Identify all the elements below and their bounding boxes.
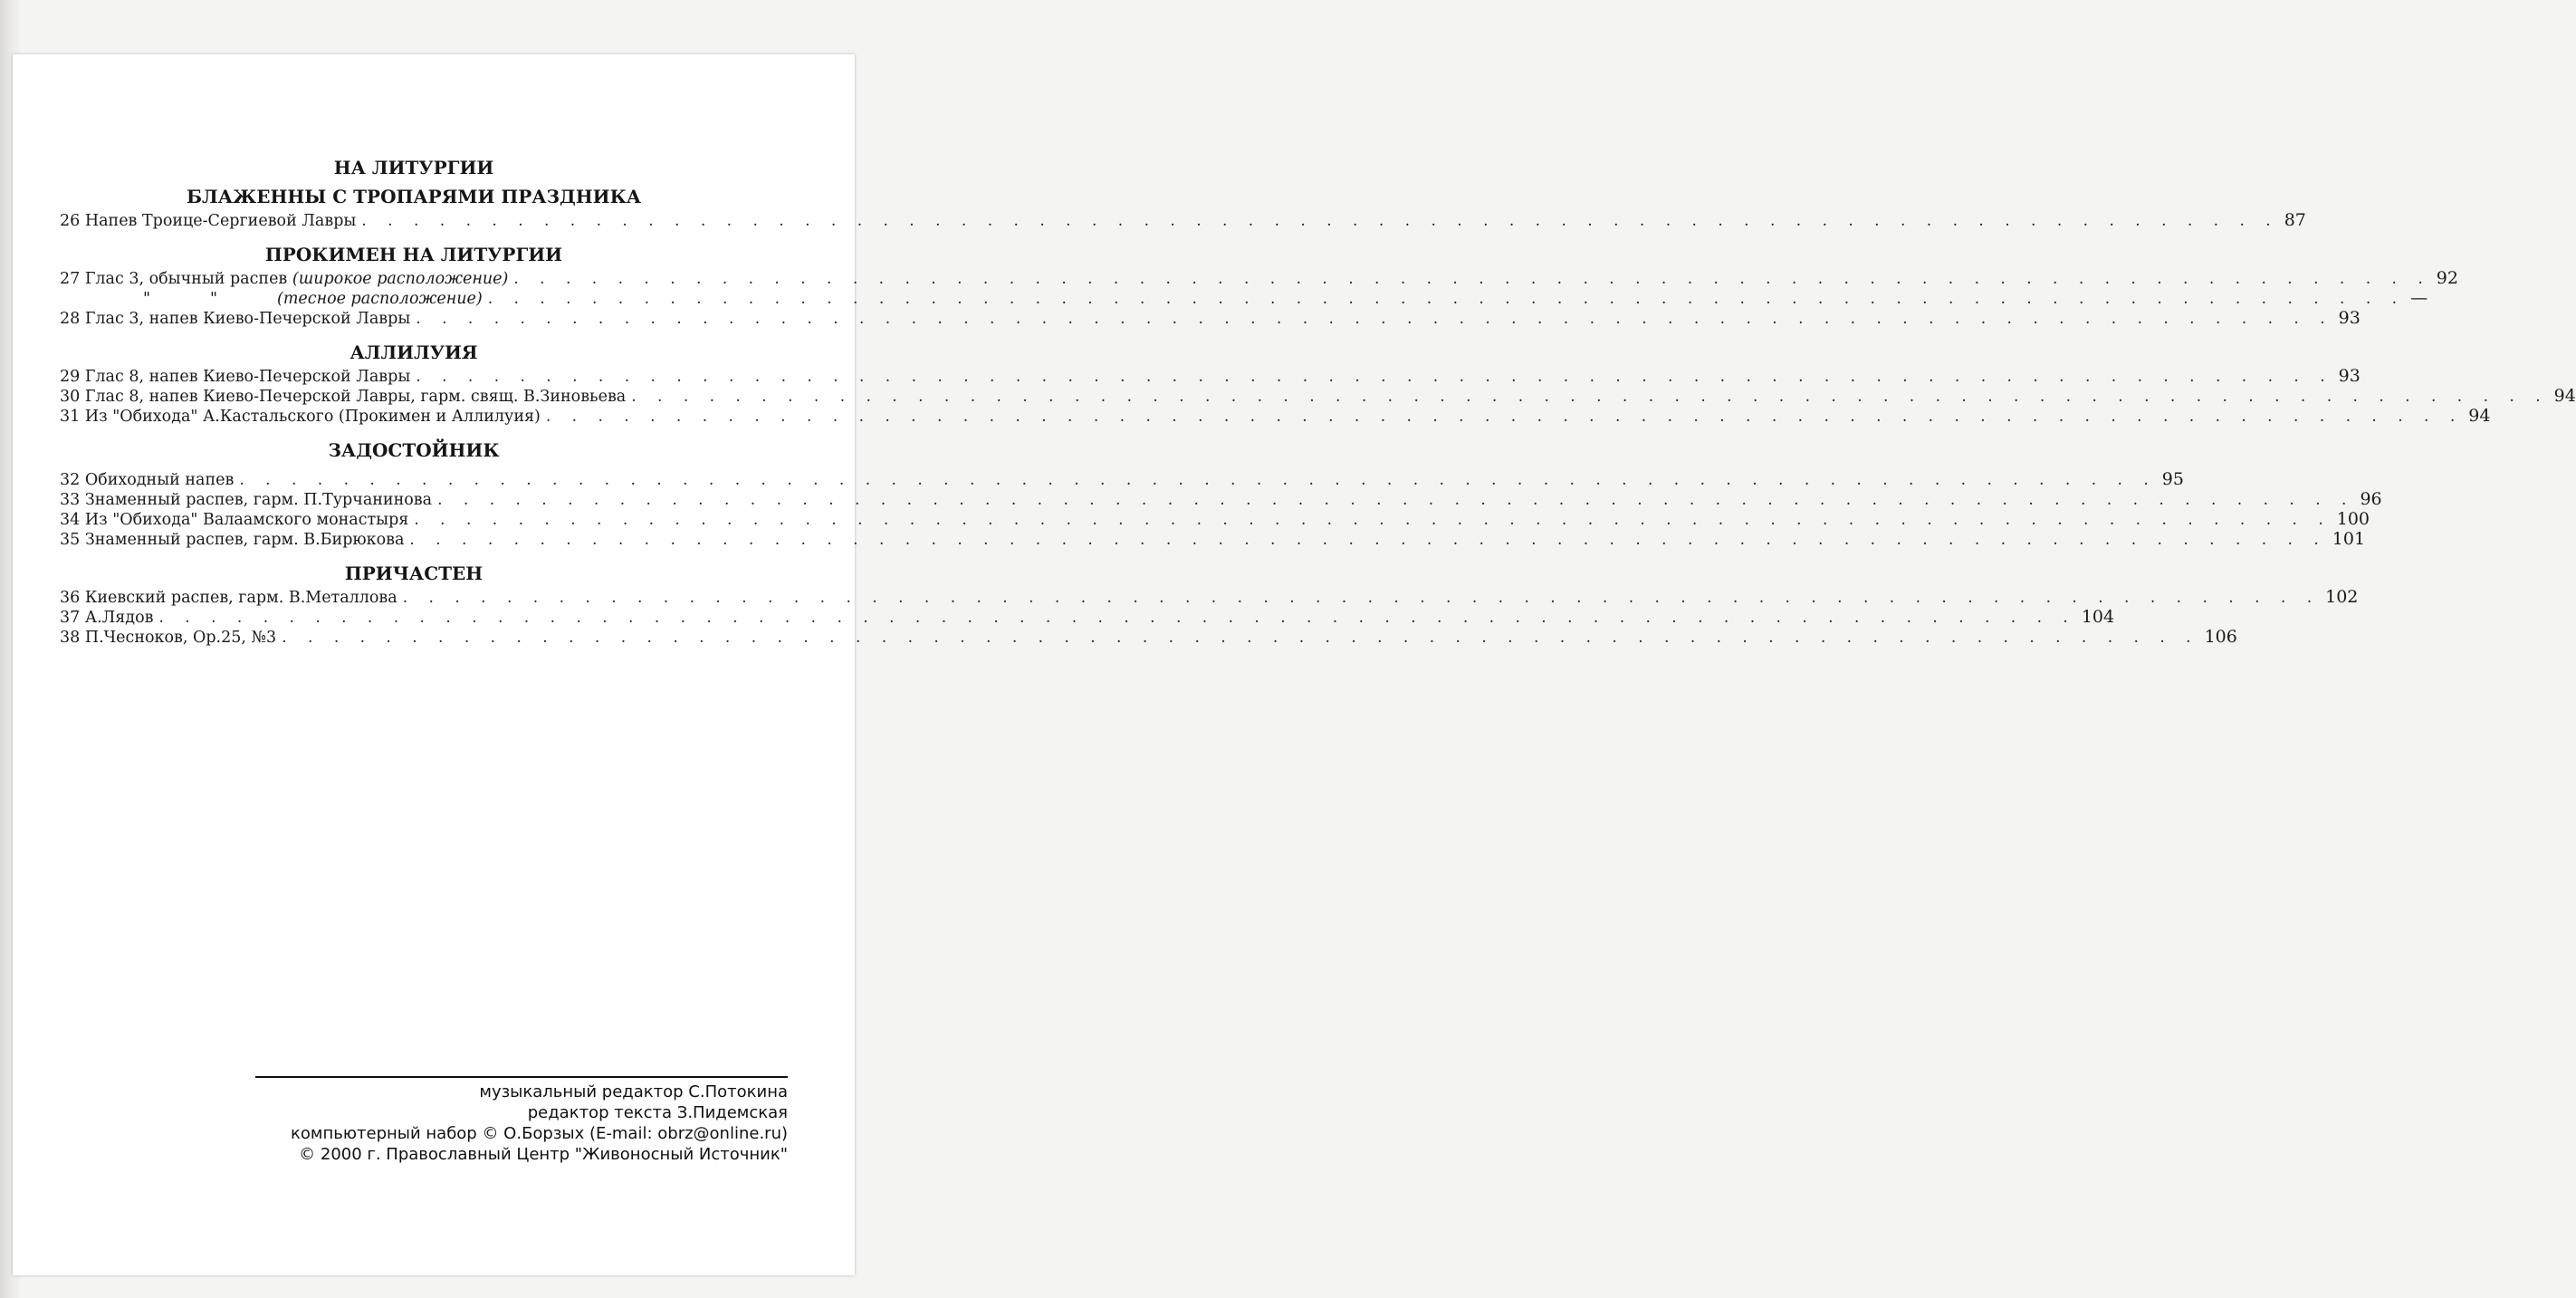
- section-title-liturgy: НА ЛИТУРГИИ: [333, 157, 494, 178]
- entry-label: 29 Глас 8, напев Киево-Печерской Лавры: [60, 368, 411, 386]
- section-title-prokimen: ПРОКИМЕН НА ЛИТУРГИИ: [264, 244, 563, 265]
- toc-entry-31: [60, 406, 2491, 426]
- leader-dots: . . . . . . . . . . . . . . . . . . . . . . . . . . . . . . . . . . . . . . . . . . . . . . . . . . . . . . . . . . . . . . . . . . . . . . . . . .: [282, 629, 2199, 647]
- entry-label: 31 Из "Обихода" А.Кастальского (Прокимен и Аллилуия): [60, 408, 541, 426]
- entry-label: 38 П.Чесноков, Ор.25, №3: [60, 629, 277, 647]
- entry-page: 100: [2336, 509, 2370, 529]
- table-of-contents: [60, 154, 2576, 647]
- entry-page: 104: [2081, 607, 2115, 627]
- entry-page: 87: [2284, 210, 2306, 230]
- toc-entry-29: [60, 366, 2361, 386]
- leader-dots: . . . . . . . . . . . . . . . . . . . . . . . . . . . . . . . . . . . . . . . . . . . . . . . . . . . . . . . . . . . . . . . . . . . . . . . . . .: [631, 388, 2549, 406]
- entry-label: 34 Из "Обихода" Валаамского монастыря: [60, 511, 409, 529]
- entry-label: 33 Знаменный распев, гарм. П.Турчанинова: [60, 491, 433, 509]
- toc-entry-30: [60, 386, 2576, 406]
- leader-dots: . . . . . . . . . . . . . . . . . . . . . . . . . . . . . . . . . . . . . . . . . . . . . . . . . . . . . . . . . . . . . . . . . . . . . . . . . .: [402, 589, 2321, 607]
- entry-page: 96: [2360, 489, 2382, 509]
- credit-typesetting: компьютерный набор © О.Борзых (E-mail: obrz@online.ru): [291, 1124, 788, 1143]
- entry-label: 28 Глас 3, напев Киево-Печерской Лавры: [60, 310, 411, 328]
- entry-label: 30 Глас 8, напев Киево-Печерской Лавры, гарм. свящ. В.Зиновьева: [60, 388, 627, 406]
- entry-label: 26 Напев Троице-Сергиевой Лавры: [60, 212, 357, 230]
- section-title-blazhenny: БЛАЖЕННЫ С ТРОПАРЯМИ ПРАЗДНИКА: [186, 186, 642, 207]
- entry-page: 102: [2325, 587, 2359, 607]
- toc-entry-35: [60, 529, 2366, 549]
- toc-entry-34: [60, 509, 2370, 529]
- leader-dots: . . . . . . . . . . . . . . . . . . . . . . . . . . . . . . . . . . . . . . . . . . . . . . . . . . . . . . . . . . . . . . . . . . . . . . . . . .: [437, 491, 2355, 509]
- section-title-alliluia: АЛЛИЛУИЯ: [350, 341, 478, 363]
- toc-entry-37: [60, 607, 2115, 627]
- entry-page: 101: [2332, 529, 2366, 549]
- leader-dots: . . . . . . . . . . . . . . . . . . . . . . . . . . . . . . . . . . . . . . . . . . . . . . . . . . . . . . . . . . . . . . . . . . . . . . . . . .: [158, 609, 2076, 627]
- credit-copyright: © 2000 г. Православный Центр "Живоносный Источник": [299, 1145, 788, 1164]
- leader-dots: . . . . . . . . . . . . . . . . . . . . . . . . . . . . . . . . . . . . . . . . . . . . . . . . . . . . . . . . . . . . . . . . . . . . . . . . . .: [545, 408, 2464, 426]
- entry-page: 92: [2436, 268, 2458, 288]
- leader-dots: . . . . . . . . . . . . . . . . . . . . . . . . . . . . . . . . . . . . . . . . . . . . . . . . . . . . . . . . . . . . . . . . . . . . . . . . . .: [409, 531, 2327, 549]
- toc-entry-27: [60, 268, 2458, 288]
- leader-dots: . . . . . . . . . . . . . . . . . . . . . . . . . . . . . . . . . . . . . . . . . . . . . . . . . . . . . . . . . . . . . . . . . . . . . . . . . .: [239, 471, 2157, 489]
- credit-text-editor: редактор текста З.Пидемская: [527, 1103, 788, 1122]
- section-title-zadostoinik: ЗАДОСТОЙНИК: [328, 439, 500, 461]
- entry-note: (широкое расположение): [292, 270, 509, 288]
- section-title-prichasten: ПРИЧАСТЕН: [344, 562, 484, 584]
- entry-label: 36 Киевский распев, гарм. В.Металлова: [60, 589, 397, 607]
- entry-page: 94: [2468, 406, 2491, 426]
- entry-page: 94: [2553, 386, 2576, 406]
- toc-entry-36: [60, 587, 2359, 607]
- leader-dots: . . . . . . . . . . . . . . . . . . . . . . . . . . . . . . . . . . . . . . . . . . . . . . . . . . . . . . . . . . . . . . . . . . . . . . . . . .: [487, 290, 2406, 308]
- toc-entry-33: [60, 489, 2382, 509]
- entry-page: —: [2410, 288, 2428, 308]
- entry-label: 37 А.Лядов: [60, 609, 154, 627]
- entry-page: 93: [2338, 366, 2361, 386]
- toc-entry-26: [60, 210, 2306, 230]
- publication-credits: [255, 1076, 788, 1165]
- leader-dots: . . . . . . . . . . . . . . . . . . . . . . . . . . . . . . . . . . . . . . . . . . . . . . . . . . . . . . . . . . . . . . . . . . . . . . . . . .: [416, 368, 2333, 386]
- toc-entry-32: [60, 469, 2184, 489]
- leader-dots: . . . . . . . . . . . . . . . . . . . . . . . . . . . . . . . . . . . . . . . . . . . . . . . . . . . . . . . . . . . . . . . . . . . . . . . . . .: [361, 212, 2279, 230]
- entry-label: " " (тесное расположение): [142, 290, 483, 308]
- entry-note: (тесное расположение): [277, 290, 483, 308]
- entry-page: 106: [2204, 627, 2237, 647]
- toc-entry-28: [60, 308, 2361, 328]
- entry-label: 27 Глас 3, обычный распев (широкое расположение): [60, 270, 509, 288]
- leader-dots: . . . . . . . . . . . . . . . . . . . . . . . . . . . . . . . . . . . . . . . . . . . . . . . . . . . . . . . . . . . . . . . . . . . . . . . . . .: [416, 310, 2333, 328]
- leader-dots: . . . . . . . . . . . . . . . . . . . . . . . . . . . . . . . . . . . . . . . . . . . . . . . . . . . . . . . . . . . . . . . . . . . . . . . . . .: [414, 511, 2332, 529]
- toc-entry-38: [60, 627, 2237, 647]
- leader-dots: . . . . . . . . . . . . . . . . . . . . . . . . . . . . . . . . . . . . . . . . . . . . . . . . . . . . . . . . . . . . . . . . . . . . . . . . . .: [513, 270, 2431, 288]
- entry-page: 95: [2161, 469, 2184, 489]
- entry-label: 32 Обиходный напев: [60, 471, 235, 489]
- toc-entry-27-alt: [60, 288, 2428, 308]
- entry-label: 35 Знаменный распев, гарм. В.Бирюкова: [60, 531, 405, 549]
- entry-page: 93: [2338, 308, 2361, 328]
- credit-music-editor: музыкальный редактор С.Потокина: [479, 1082, 788, 1101]
